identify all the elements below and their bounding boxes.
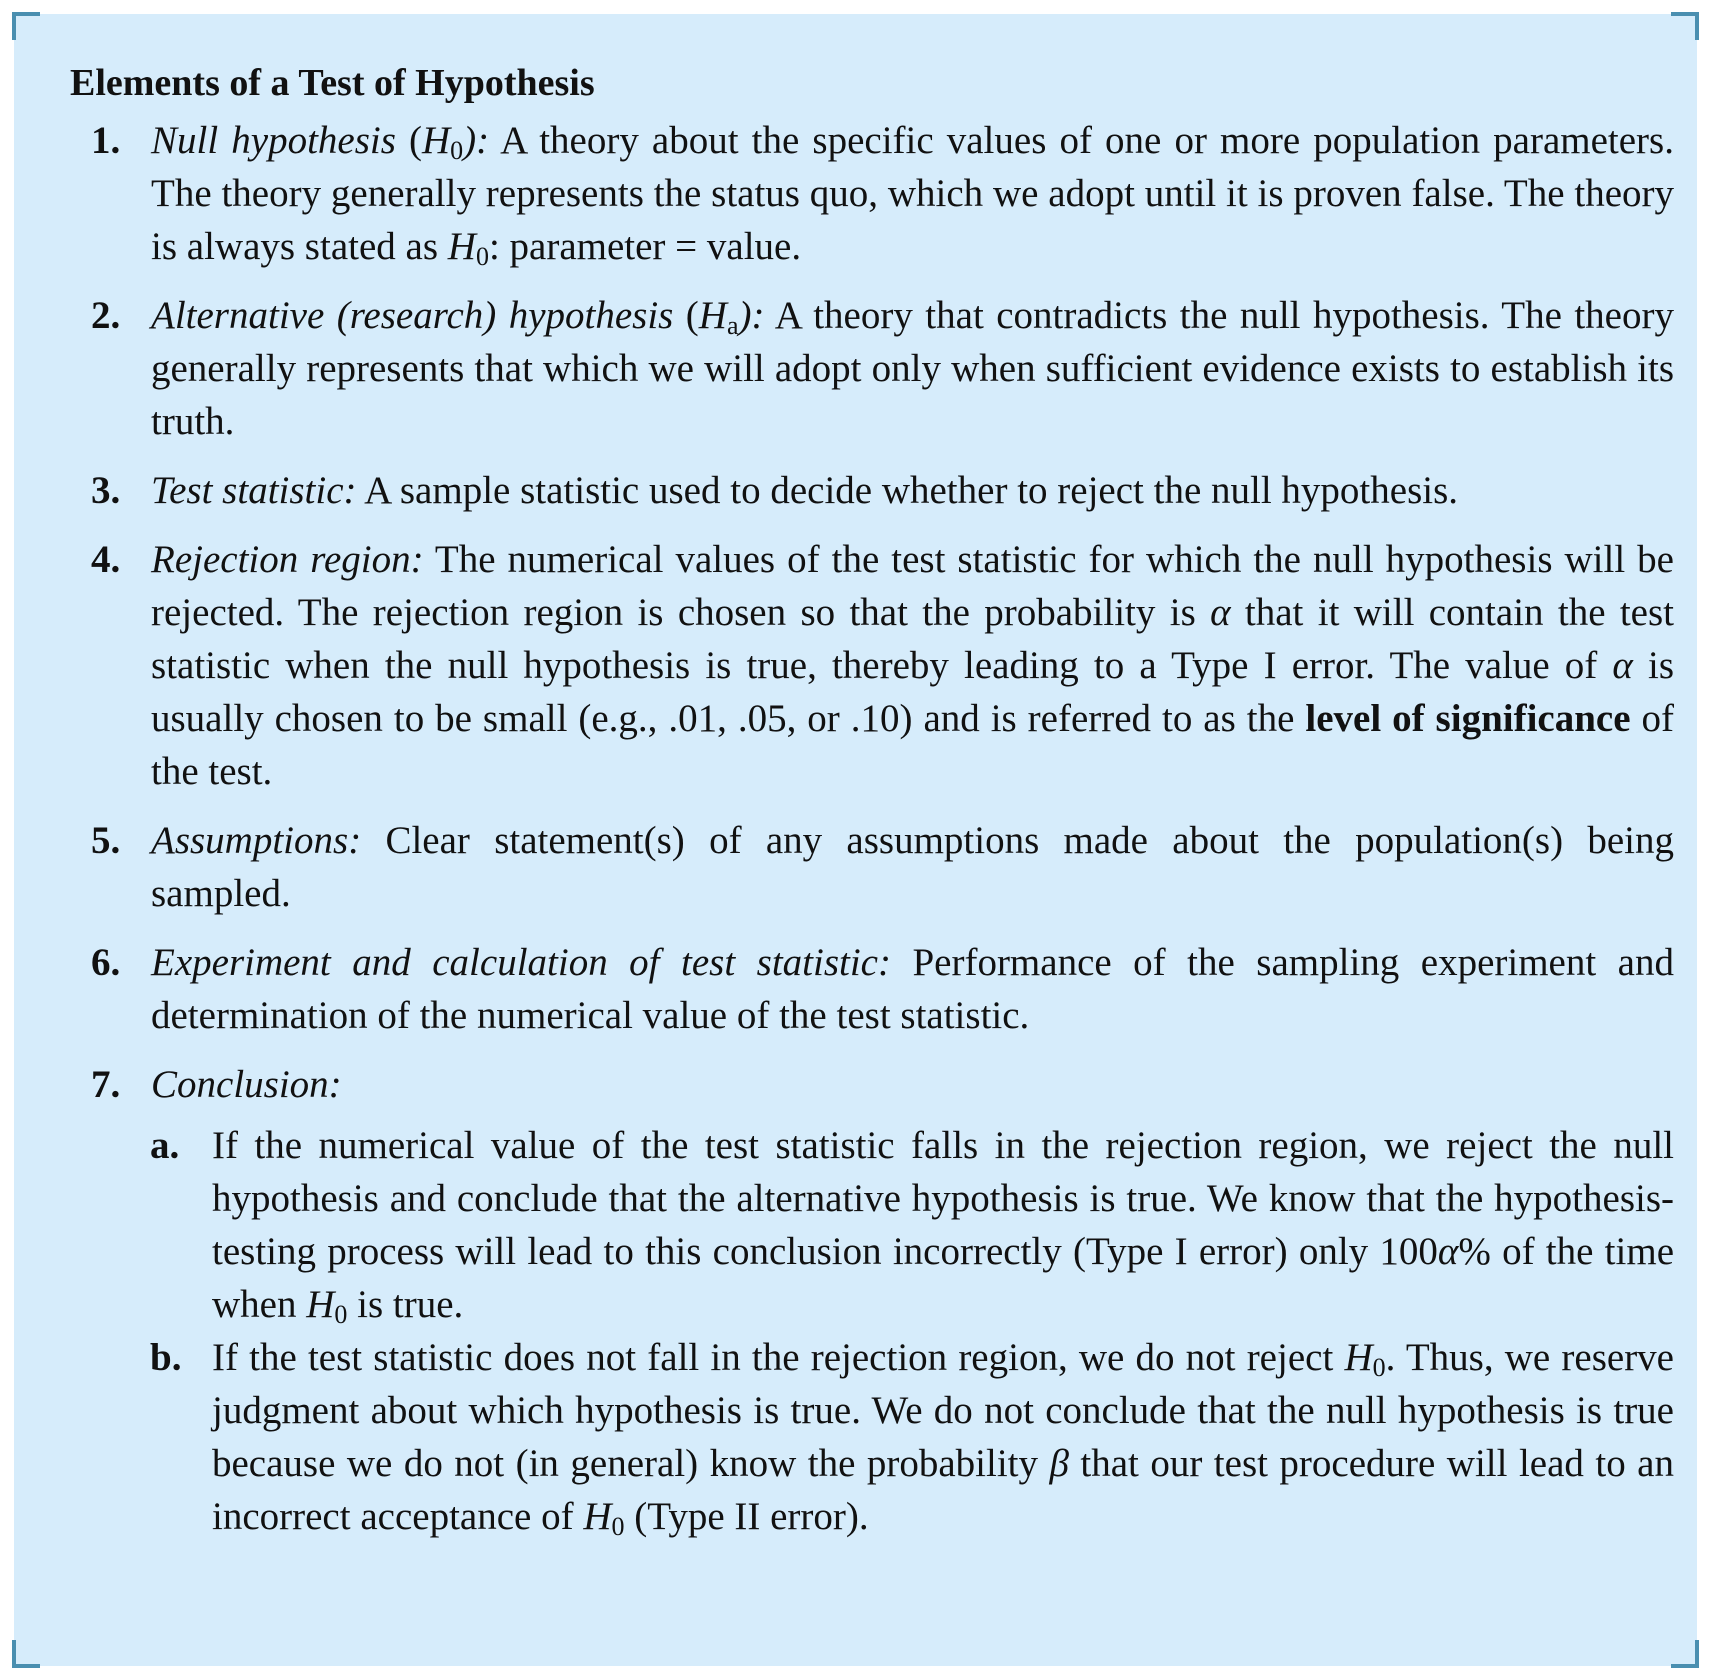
- item-text: A theory about the specific values of one or more population parameters. The theory generally represents the status quo, which we adopt until it is proven false. The theory is always stated as: [151, 119, 1674, 268]
- item-term: Test statistic:: [151, 469, 357, 512]
- symbol-h: H: [422, 119, 451, 162]
- sub-item-text: is true.: [347, 1283, 464, 1326]
- item-term: Alternative (research) hypothesis: [151, 294, 674, 337]
- symbol-h: H: [583, 1495, 612, 1538]
- corner-mark: [1695, 1640, 1699, 1668]
- list-item-alternative-hypothesis: [70, 289, 1674, 448]
- item-text: of the test.: [151, 697, 1674, 793]
- item-term-paren: ):: [738, 294, 765, 337]
- symbol-h: H: [447, 225, 476, 268]
- item-text: is usually chosen to be small (e.g., .01, .05, or .10) and is referred to as the: [151, 644, 1674, 740]
- symbol-alpha: α: [1210, 591, 1231, 634]
- corner-mark: [1695, 12, 1699, 40]
- sub-item-letter: a.: [150, 1124, 180, 1167]
- symbol-h: H: [1344, 1336, 1373, 1379]
- sub-item-text: % of the time when: [212, 1230, 1675, 1326]
- item-term: Assumptions:: [151, 819, 362, 862]
- corner-mark: [12, 12, 16, 40]
- item-number: 2.: [91, 294, 121, 337]
- symbol-beta: β: [1049, 1442, 1069, 1485]
- item-term: Experiment and calculation of test statistic:: [151, 941, 891, 984]
- box-content: [70, 54, 1674, 1543]
- list-item-rejection-region: [70, 533, 1674, 798]
- list-item-experiment: [70, 936, 1674, 1042]
- item-text: that it will contain the test statistic when the null hypothesis is true, thereby leading to a Type I error. The value of: [151, 591, 1675, 687]
- item-term-paren: (: [673, 294, 699, 337]
- sub-item-text: that our test procedure will lead to an incorrect acceptance of: [212, 1442, 1674, 1538]
- list-item-assumptions: [70, 814, 1674, 920]
- sub-item-letter: b.: [150, 1336, 182, 1379]
- symbol-alpha: α: [1437, 1230, 1459, 1273]
- item-number: 6.: [91, 941, 121, 984]
- definition-box: [14, 14, 1697, 1666]
- corner-mark: [12, 1664, 40, 1668]
- symbol-subscript: 0: [475, 242, 489, 271]
- conclusion-sublist: [70, 1119, 1674, 1543]
- item-number: 4.: [91, 538, 121, 581]
- symbol-subscript: 0: [450, 136, 464, 165]
- item-term-paren: (: [395, 119, 422, 162]
- sub-item-b: [70, 1331, 1674, 1543]
- symbol-alpha: α: [1612, 644, 1633, 687]
- corner-mark: [12, 12, 40, 16]
- box-title: Elements of a Test of Hypothesis: [70, 62, 595, 104]
- item-text: The numerical values of the test statistic for which the null hypothesis will be rejected. The rejection region is chosen so that the probability is: [151, 538, 1674, 634]
- sub-item-a: [70, 1119, 1674, 1331]
- list-item-conclusion: [70, 1058, 1674, 1111]
- symbol-subscript: a: [726, 311, 739, 340]
- item-number: 3.: [91, 469, 121, 512]
- item-term: Conclusion:: [151, 1063, 342, 1106]
- item-term: Rejection region:: [151, 538, 424, 581]
- item-text: A sample statistic used to decide whether to reject the null hypothesis.: [356, 469, 1459, 512]
- sub-item-text: If the numerical value of the test statistic falls in the rejection region, we reject the null hypothesis and conclude that the alternative hypothesis is true. We know that the hypothesis-testing process will lead to this conclusion incorrectly (Type I error) only 100: [212, 1124, 1674, 1273]
- item-term: Null hypothesis: [151, 119, 396, 162]
- item-text: A theory that contradicts the null hypothesis. The theory generally represents that which we will adopt only when sufficient evidence exists to establish its truth.: [151, 294, 1674, 443]
- symbol-subscript: 0: [1372, 1353, 1386, 1382]
- list-item-test-statistic: [70, 464, 1674, 517]
- sub-item-text: If the test statistic does not fall in the rejection region, we do not reject: [212, 1336, 1345, 1379]
- item-text: : parameter = value.: [488, 225, 802, 268]
- item-number: 7.: [91, 1063, 121, 1106]
- item-number: 1.: [91, 119, 121, 162]
- symbol-h: H: [306, 1283, 335, 1326]
- item-number: 5.: [91, 819, 121, 862]
- sub-item-text: . Thus, we reserve judgment about which hypothesis is true. We do not conclude that the null hypothesis is true because we do not (in general) know the probability: [212, 1336, 1674, 1485]
- item-text: Performance of the sampling experiment and determination of the numerical value of the test statistic.: [151, 941, 1674, 1037]
- corner-mark: [12, 1640, 16, 1668]
- sub-item-text: (Type II error).: [624, 1495, 869, 1538]
- bold-term: level of significance: [1305, 697, 1631, 740]
- symbol-subscript: 0: [334, 1300, 348, 1329]
- symbol-h: H: [698, 294, 727, 337]
- list-item-null-hypothesis: [70, 114, 1674, 273]
- item-text: Clear statement(s) of any assumptions made about the population(s) being sampled.: [151, 819, 1674, 915]
- symbol-subscript: 0: [611, 1512, 625, 1541]
- item-term-paren: ):: [463, 119, 490, 162]
